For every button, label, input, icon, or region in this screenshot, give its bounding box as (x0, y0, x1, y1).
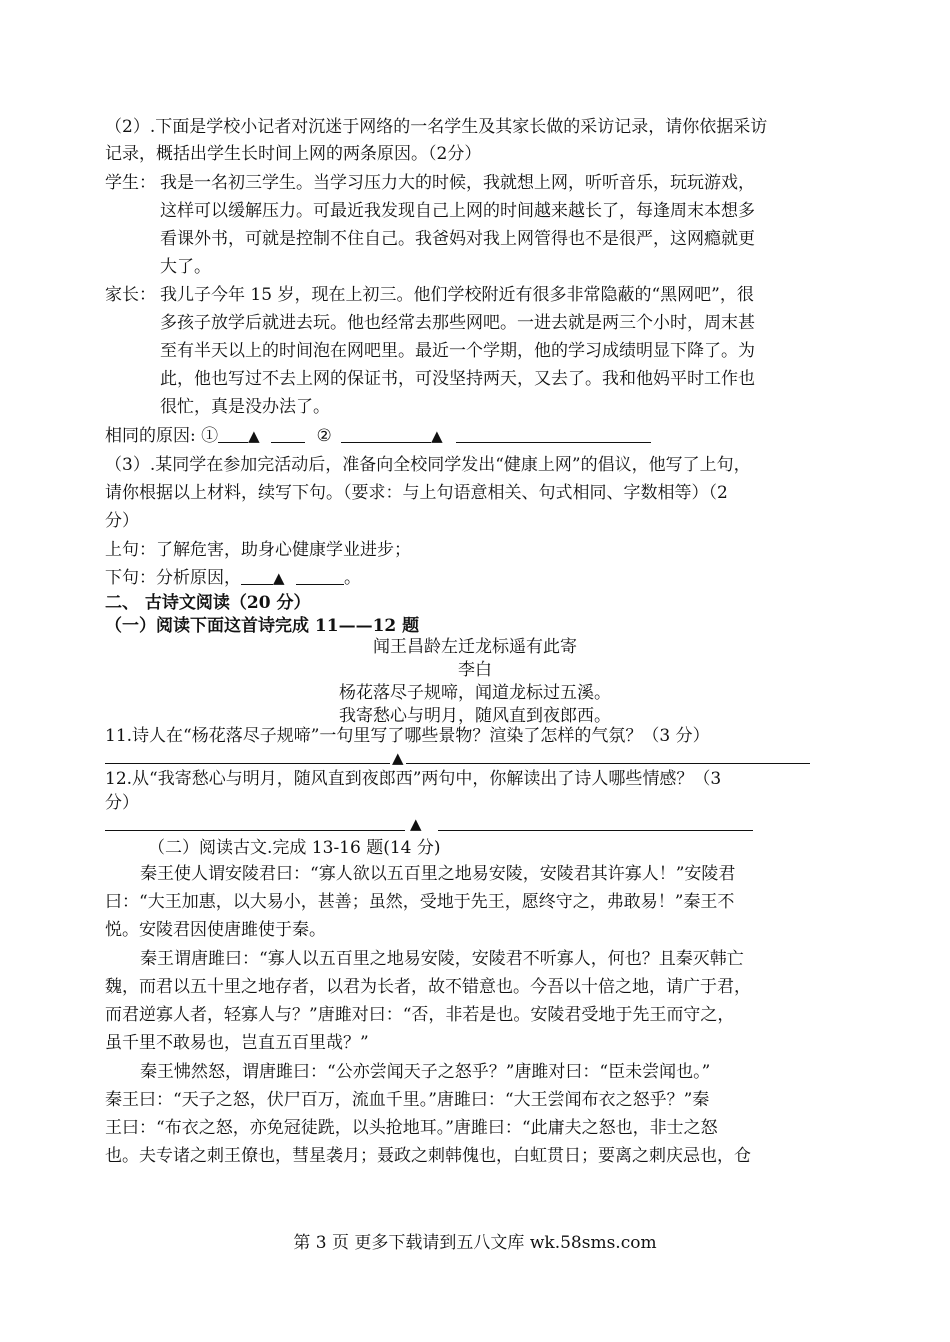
q12-answer-line-a[interactable] (105, 830, 405, 831)
circle-two: ② (316, 426, 332, 446)
answer-blank-2a[interactable] (341, 426, 431, 443)
parent-line: 我儿子今年 15 岁，现在上初三。他们学校附近有很多非常隐蔽的“黑网吧”，很 (160, 285, 754, 305)
triangle-icon: ▲ (392, 749, 404, 767)
poem-line2: 我寄愁心与明月，随风直到夜郎西。 (339, 706, 611, 726)
q11-answer-line[interactable] (105, 763, 810, 764)
q3-line1: （3）.某同学在参加完活动后，准备向全校同学发出“健康上网”的倡议，他写了上句， (105, 455, 751, 475)
parent-line: 很忙，真是没办法了。 (160, 397, 330, 417)
passage-line: 秦王曰：“天子之怒，伏尸百万，流血千里。”唐雎曰：“大王尝闻布衣之怒乎？”秦 (105, 1090, 710, 1110)
answer-blank-2b[interactable] (456, 426, 651, 443)
parent-line: 多孩子放学后就进去玩。他也经常去那些网吧。一进去就是两三个小时，周末甚 (160, 313, 755, 333)
student-label: 学生： (105, 173, 156, 193)
q2-intro-line2: 记录，概括出学生长时间上网的两条原因。（2分） (105, 144, 482, 164)
q3-upper-sentence: 上句：了解危害，助身心健康学业进步； (105, 540, 411, 560)
poem-line1: 杨花落尽子规啼，闻道龙标过五溪。 (339, 683, 611, 703)
page-footer: 第 3 页 更多下载请到五八文库 wk.58sms.com (293, 1233, 657, 1253)
q3-line2: 请你根据以上材料，续写下句。（要求：与上句语意相关、句式相同、字数相等）（2 (105, 483, 728, 503)
passage-line: 也。夫专诸之刺王僚也，彗星袭月；聂政之刺韩傀也，白虹贯日；要离之刺庆忌也，仓 (105, 1146, 751, 1166)
section2-sub1: （一）阅读下面这首诗完成 11——12 题 (105, 616, 420, 636)
triangle-icon: ▲ (410, 815, 422, 833)
poem-title: 闻王昌龄左迁龙标遥有此寄 (373, 637, 577, 657)
passage-heading: （二）阅读古文.完成 13-16 题(14 分) (148, 838, 441, 858)
q3-lower-row (105, 567, 361, 589)
passage-line: 曰：“大王加惠，以大易小，甚善；虽然，受地于先王，愿终守之，弗敢易！”秦王不 (105, 892, 735, 912)
student-line: 大了。 (160, 257, 211, 277)
triangle-icon: ▲ (248, 427, 260, 445)
student-line: 这样可以缓解压力。可最近我发现自己上网的时间越来越长了，每逢周末本想多 (160, 201, 755, 221)
passage-line: 秦王怫然怒，谓唐雎曰：“公亦尝闻天子之怒乎？”唐雎对曰：“臣未尝闻也。” (140, 1062, 711, 1082)
q11-text: 11.诗人在“杨花落尽子规啼”一句里写了哪些景物？渲染了怎样的气氛？（3 分） (105, 726, 710, 746)
answer-blank-1b[interactable] (271, 426, 305, 443)
parent-line: 此，他也写过不去上网的保证书，可没坚持两天，又去了。我和他妈平时工作也 (160, 369, 755, 389)
poem-author: 李白 (458, 660, 492, 680)
parent-line: 至有半天以上的时间泡在网吧里。最近一个学期，他的学习成绩明显下降了。为 (160, 341, 755, 361)
q2-intro-line1: （2）.下面是学校小记者对沉迷于网络的一名学生及其家长做的采访记录，请你依据采访 (105, 117, 768, 137)
parent-label: 家长： (105, 285, 156, 305)
passage-line: 魏，而君以五十里之地存者，以君为长者，故不错意也。今吾以十倍之地，请广于君， (105, 977, 751, 997)
q2-answer-row (105, 425, 651, 447)
passage-line: 而君逆寡人者，轻寡人与？”唐雎对曰：“否，非若是也。安陵君受地于先王而守之， (105, 1005, 735, 1025)
passage-line: 秦王谓唐雎曰：“寡人以五百里之地易安陵，安陵君不听寡人，何也？且秦灭韩亡 (140, 949, 744, 969)
q12-text1: 12.从“我寄愁心与明月，随风直到夜郎西”两句中，你解读出了诗人哪些情感？（3 (105, 769, 722, 789)
answer-label: 相同的原因: ① (105, 426, 219, 446)
passage-line: 虽千里不敢易也，岂直五百里哉？” (105, 1033, 369, 1053)
section2-title: 二、 古诗文阅读（20 分） (105, 593, 311, 613)
q3-line3: 分） (105, 511, 139, 531)
student-line: 看课外书，可就是控制不住自己。我爸妈对我上网管得也不是很严，这网瘾就更 (160, 229, 755, 249)
q3-lower-prefix: 下句：分析原因， (105, 568, 241, 588)
answer-blank-1a[interactable] (218, 426, 248, 443)
triangle-icon: ▲ (273, 569, 285, 587)
passage-line: 王曰：“布衣之怒，亦免冠徒跣，以头抢地耳。”唐雎曰：“此庸夫之怒也，非士之怒 (105, 1118, 718, 1138)
q3-blank-a[interactable] (241, 568, 273, 585)
q3-blank-b[interactable] (296, 568, 344, 585)
q3-lower-suffix: 。 (343, 568, 361, 588)
student-line: 我是一名初三学生。当学习压力大的时候，我就想上网，听听音乐，玩玩游戏， (160, 173, 755, 193)
q12-text2: 分） (105, 793, 139, 813)
passage-line: 悦。安陵君因使唐雎使于秦。 (105, 920, 326, 940)
q12-answer-line-b[interactable] (438, 830, 753, 831)
triangle-icon: ▲ (431, 427, 443, 445)
passage-line: 秦王使人谓安陵君曰：“寡人欲以五百里之地易安陵，安陵君其许寡人！”安陵君 (140, 864, 736, 884)
